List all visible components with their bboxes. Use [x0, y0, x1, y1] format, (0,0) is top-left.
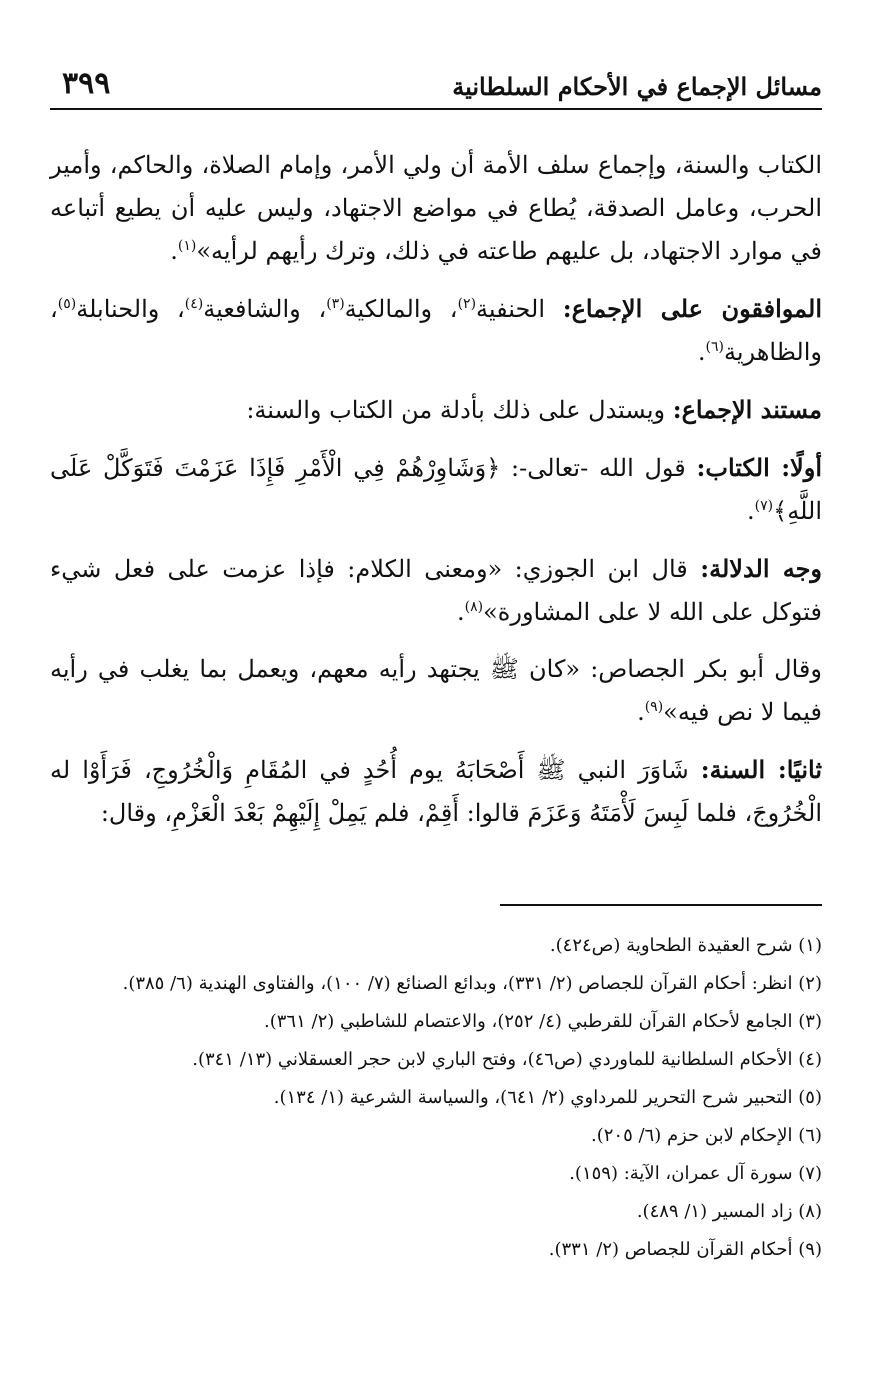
footnote-ref-3: (٣) — [326, 296, 345, 312]
page-number: ٣٩٩ — [62, 66, 111, 101]
footnote-ref-4: (٤) — [184, 296, 204, 312]
section-label: الموافقون على الإجماع: — [562, 294, 822, 323]
footnote-ref-2: (٢) — [457, 296, 477, 312]
punctuation: . — [170, 237, 178, 265]
page-header — [50, 58, 822, 110]
footnote-ref-6: (٦) — [705, 339, 724, 355]
paragraph-text: وقال أبو بكر الجصاص: «كان ﷺ يجتهد رأيه معهم، ويعمل بما يغلب في رأيه فيما لا نص فيه» — [50, 655, 822, 726]
footnote-divider — [500, 904, 822, 906]
section-label: أولًا: الكتاب: — [696, 453, 823, 482]
paragraph-2 — [50, 287, 822, 374]
punctuation: . — [747, 497, 755, 525]
paragraph-text: ، والظاهرية — [50, 295, 822, 366]
paragraph-5 — [50, 547, 822, 634]
paragraph-7 — [50, 748, 822, 835]
footnote-6: (٦) الإحكام لابن حزم (٦/ ٢٠٥). — [590, 1125, 822, 1146]
paragraph-text: شَاوَرَ النبي ﷺ أَصْحَابَهُ يوم أُحُدٍ في المُقَامِ وَالْخُرُوجِ، فَرَأَوْا له الْخُرُوجَ، فلما لَبِسَ لَأْمَتَهُ وَعَزَمَ قالوا: أَقِمْ، فلم يَمِلْ إِلَيْهِمْ بَعْدَ الْعَزْمِ، وقال: — [50, 756, 822, 827]
section-label: مستند الإجماع: — [672, 395, 822, 424]
paragraph-text: الكتاب والسنة، وإجماع سلف الأمة أن ولي الأمر، وإمام الصلاة، والحاكم، وأمير الحرب، وعامل الصدقة، يُطاع في مواضع الاجتهاد، وليس عليه أن يطيع أتباعه في موارد الاجتهاد، بل عليهم طاعته في ذلك، وترك رأيهم لرأيه» — [50, 151, 822, 265]
footnote-ref-5: (٥) — [57, 296, 77, 312]
paragraph-text: قال ابن الجوزي: «ومعنى الكلام: فإذا عزمت على فعل شيء فتوكل على الله لا على المشاورة» — [50, 555, 822, 626]
footnote-3: (٣) الجامع لأحكام القرآن للقرطبي (٤/ ٢٥٢)، والاعتصام للشاطبي (٢/ ٣٦١). — [264, 1011, 822, 1032]
footnote-4: (٤) الأحكام السلطانية للماوردي (ص٤٦)، وفتح الباري لابن حجر العسقلاني (١٣/ ٣٤١). — [192, 1049, 822, 1070]
paragraph-text: الحنفية — [476, 295, 563, 323]
paragraph-text: قول الله -تعالى-: — [500, 454, 697, 482]
paragraph-text: ، والحنابلة — [76, 295, 185, 323]
paragraph-6 — [50, 648, 822, 734]
footnote-2: (٢) انظر: أحكام القرآن للجصاص (٢/ ٣٣١)، وبدائع الصنائع (٧/ ١٠٠)، والفتاوى الهندية (٦/ ٣٨٥). — [122, 973, 822, 994]
punctuation: . — [637, 698, 645, 726]
quran-verse: ﴿وَشَاوِرْهُمْ فِي الْأَمْرِ فَإِذَا عَزَمْتَ فَتَوَكَّلْ عَلَى اللَّهِ﴾ — [50, 454, 822, 525]
book-page — [50, 58, 822, 1378]
footnote-ref-1: (١) — [177, 238, 197, 254]
footnote-9: (٩) أحكام القرآن للجصاص (٢/ ٣٣١). — [548, 1239, 822, 1260]
section-label: ثانيًا: السنة: — [700, 755, 822, 784]
footnote-ref-9: (٩) — [644, 699, 664, 715]
paragraph-4 — [50, 446, 822, 533]
paragraph-1 — [50, 144, 822, 273]
paragraph-text: ، والمالكية — [344, 295, 458, 323]
footnotes — [50, 928, 822, 1270]
section-label: وجه الدلالة: — [700, 554, 822, 583]
footnote-7: (٧) سورة آل عمران، الآية: (١٥٩). — [569, 1163, 822, 1184]
paragraph-text: ويستدل على ذلك بأدلة من الكتاب والسنة: — [246, 396, 673, 424]
footnote-5: (٥) التحبير شرح التحرير للمرداوي (٢/ ٦٤١)، والسياسة الشرعية (١/ ١٣٤). — [273, 1087, 822, 1108]
punctuation: . — [697, 338, 706, 366]
footnote-1: (١) شرح العقيدة الطحاوية (ص٤٢٤). — [549, 935, 822, 956]
footnote-ref-7: (٧) — [754, 498, 774, 514]
footnote-ref-8: (٨) — [464, 599, 484, 615]
main-text — [50, 144, 822, 835]
running-title: مسائل الإجماع في الأحكام السلطانية — [452, 72, 822, 101]
paragraph-3 — [50, 388, 822, 432]
paragraph-text: ، والشافعية — [203, 295, 327, 323]
footnote-8: (٨) زاد المسير (١/ ٤٨٩). — [636, 1201, 822, 1222]
punctuation: . — [456, 598, 465, 626]
